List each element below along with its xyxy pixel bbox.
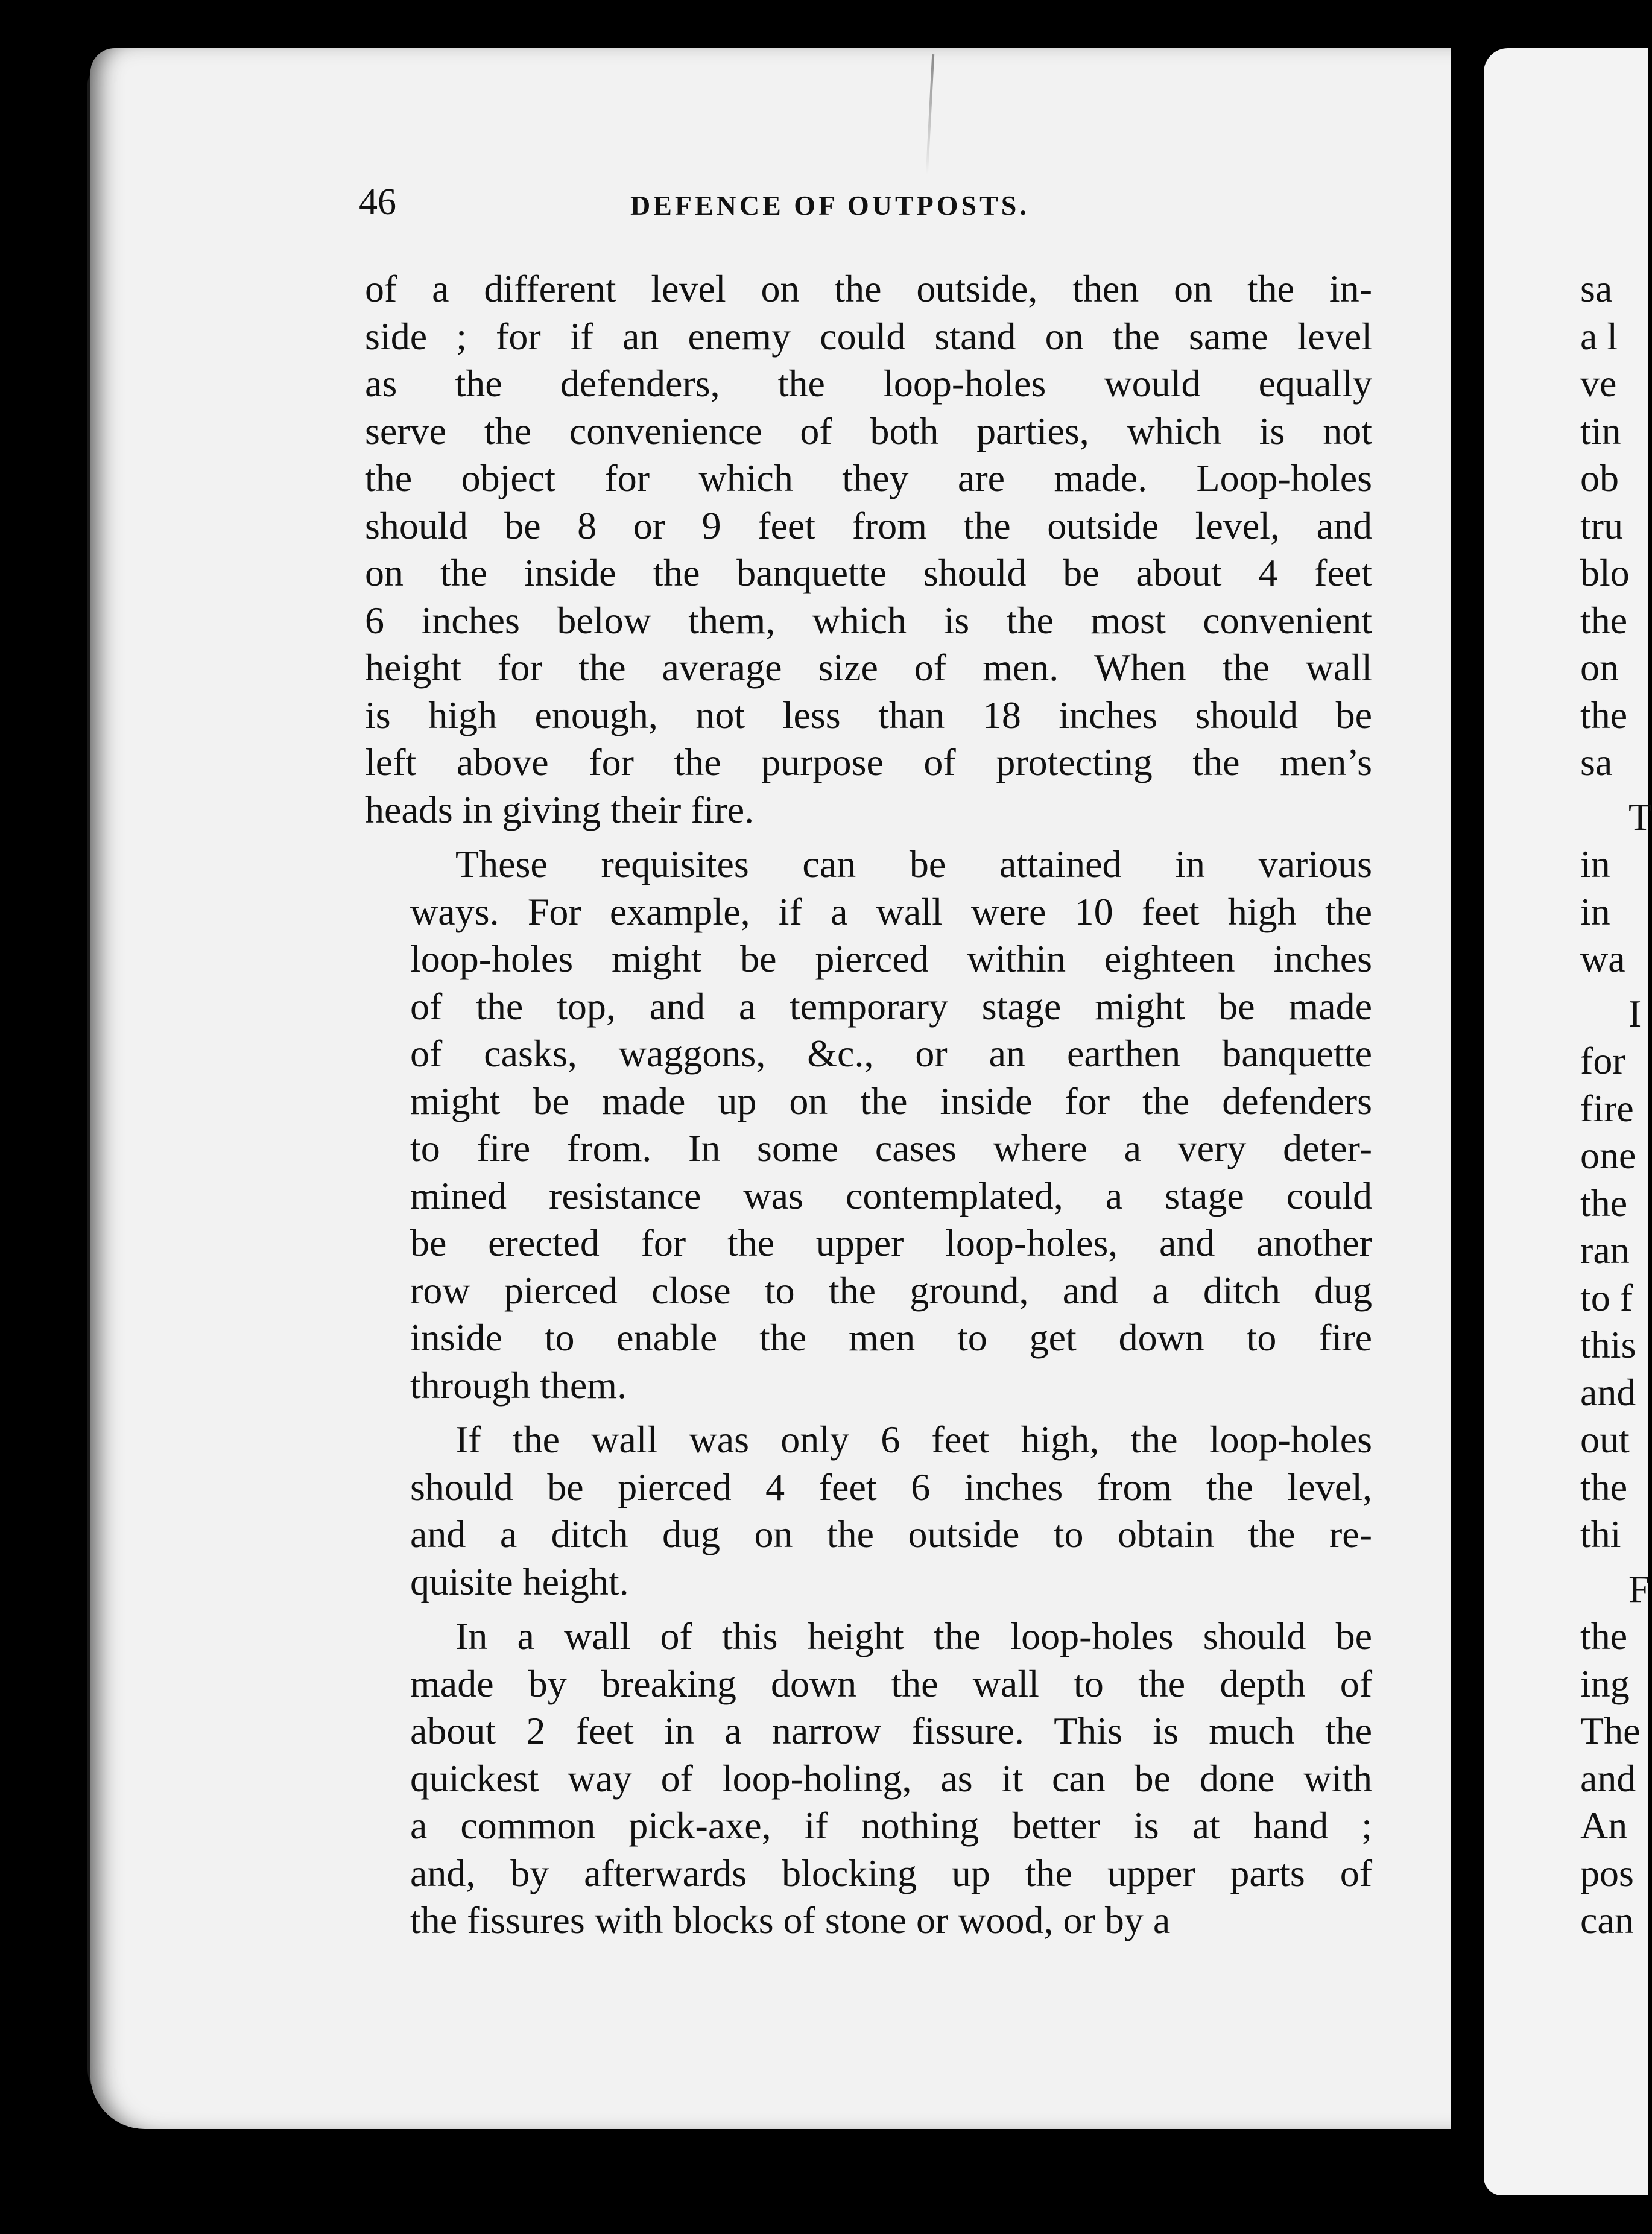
book-gutter xyxy=(1451,36,1488,2207)
right-page-fragment: the xyxy=(1580,1465,1628,1508)
text-line: as the defenders, the loop-holes would equally xyxy=(365,362,1372,405)
text-line: the fissures with blocks of stone or wood, or by a xyxy=(410,1899,1171,1941)
text-line: heads in giving their fire. xyxy=(365,788,755,831)
right-page-fragment: one xyxy=(1580,1134,1636,1177)
text-line: on the inside the banquette should be about 4 feet xyxy=(365,551,1372,594)
paragraph xyxy=(365,1613,1372,1944)
text-line: left above for the purpose of protecting the men’s xyxy=(365,741,1372,783)
right-page-fragment: An xyxy=(1580,1804,1628,1847)
right-page-fragment: T xyxy=(1628,795,1652,838)
text-line: might be made up on the inside for the defenders xyxy=(410,1079,1372,1122)
right-page-fragment: and xyxy=(1580,1370,1636,1414)
text-line: to fire from. In some cases where a very deter- xyxy=(410,1127,1372,1169)
right-page-fragment: tin xyxy=(1580,409,1621,452)
text-line: and, by afterwards blocking up the upper parts of xyxy=(410,1851,1372,1894)
right-page-fragment: out xyxy=(1580,1418,1630,1461)
right-page-fragment: F xyxy=(1628,1567,1650,1610)
text-line: the object for which they are made. Loop-holes xyxy=(365,457,1372,499)
right-page-fragment: for xyxy=(1580,1039,1625,1082)
right-page-fragment: the xyxy=(1580,1615,1628,1657)
text-line: should be pierced 4 feet 6 inches from the level, xyxy=(410,1465,1372,1508)
right-page-fragment: ran xyxy=(1580,1229,1630,1271)
text-line: row pierced close to the ground, and a ditch dug xyxy=(410,1268,1372,1312)
right-page-fragment: pos xyxy=(1580,1851,1634,1894)
text-line: through them. xyxy=(410,1363,627,1407)
right-page-fragment: thi xyxy=(1580,1513,1621,1555)
text-line: side ; for if an enemy could stand on the same level xyxy=(365,314,1372,358)
text-line: should be 8 or 9 feet from the outside level, and xyxy=(365,504,1372,547)
right-page-fragment: wa xyxy=(1580,937,1625,980)
body-text xyxy=(365,265,1372,1952)
right-page-fragment: blo xyxy=(1580,551,1630,594)
right-page-fragment: ve xyxy=(1580,362,1617,405)
running-title: DEFENCE OF OUTPOSTS. xyxy=(630,190,1030,221)
text-line: inside to enable the men to get down to fire xyxy=(410,1316,1372,1359)
paragraph xyxy=(365,265,1372,834)
text-line: These requisites can be attained in various xyxy=(455,843,1372,885)
text-line: about 2 feet in a narrow fissure. This is much the xyxy=(410,1709,1372,1752)
right-page-fragment: the xyxy=(1580,693,1628,736)
page-header xyxy=(359,181,1378,235)
text-line: 6 inches below them, which is the most convenient xyxy=(365,598,1372,642)
right-page-fragment: ing xyxy=(1580,1662,1630,1705)
text-line: loop-holes might be pierced within eighteen inches xyxy=(410,937,1372,980)
text-line: of a different level on the outside, then on the in- xyxy=(365,267,1372,310)
right-page-fragment: ob xyxy=(1580,457,1619,499)
page-number: 46 xyxy=(359,182,396,223)
text-line: If the wall was only 6 feet high, the loop-holes xyxy=(455,1418,1372,1461)
right-page-fragment: on xyxy=(1580,646,1619,689)
text-line: of casks, waggons, &c., or an earthen banquette xyxy=(410,1032,1372,1075)
text-line: quisite height. xyxy=(410,1560,629,1603)
right-page-fragment: the xyxy=(1580,598,1628,642)
paragraph xyxy=(365,841,1372,1409)
text-line: is high enough, not less than 18 inches should be xyxy=(365,693,1372,736)
text-line: In a wall of this height the loop-holes should be xyxy=(455,1615,1372,1657)
text-line: serve the convenience of both parties, which is not xyxy=(365,409,1372,452)
text-line: made by breaking down the wall to the depth of xyxy=(410,1662,1372,1705)
paragraph xyxy=(365,1416,1372,1606)
text-line: a common pick-axe, if nothing better is at hand ; xyxy=(410,1804,1372,1847)
right-page-fragment: in xyxy=(1580,890,1610,933)
right-page-fragment: fire xyxy=(1580,1086,1634,1130)
right-page-fragment: sa xyxy=(1580,741,1613,783)
right-page-fragment: a l xyxy=(1580,314,1618,358)
right-page-fragment: this xyxy=(1580,1323,1636,1366)
right-page-fragment: The xyxy=(1580,1709,1641,1752)
text-line: mined resistance was contemplated, a stage could xyxy=(410,1174,1372,1217)
text-line: height for the average size of men. When the wall xyxy=(365,646,1372,689)
text-line: quickest way of loop-holing, as it can be done with xyxy=(410,1756,1372,1800)
right-page-fragment: and xyxy=(1580,1756,1636,1800)
right-page-fragment: I xyxy=(1628,992,1642,1035)
right-page-fragment: to f xyxy=(1580,1276,1633,1319)
right-page-fragment: in xyxy=(1580,843,1610,885)
right-page-fragment: the xyxy=(1580,1181,1628,1224)
right-page-fragment: sa xyxy=(1580,267,1613,310)
text-line: of the top, and a temporary stage might be made xyxy=(410,984,1372,1028)
right-page-fragment: tru xyxy=(1580,504,1624,547)
right-page-fragment: can xyxy=(1580,1899,1634,1941)
text-line: ways. For example, if a wall were 10 feet high the xyxy=(410,890,1372,933)
text-line: and a ditch dug on the outside to obtain the re- xyxy=(410,1513,1372,1555)
text-line: be erected for the upper loop-holes, and another xyxy=(410,1221,1372,1264)
right-page-text-fragments xyxy=(1580,265,1652,1944)
